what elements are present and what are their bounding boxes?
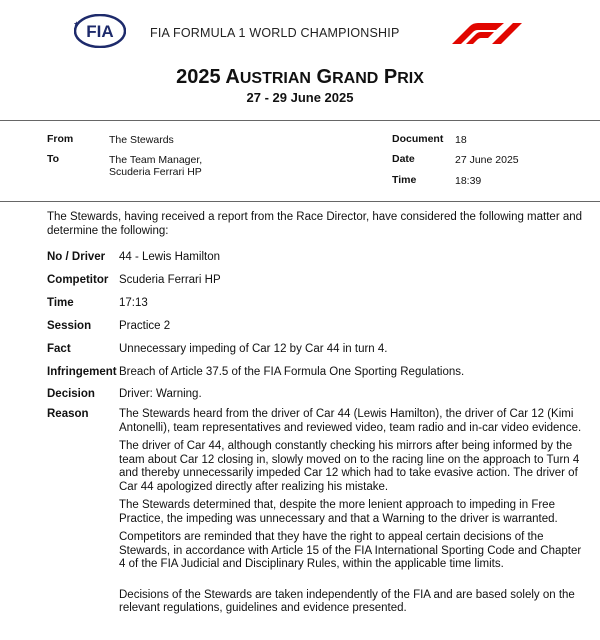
reason-paragraph-3: The Stewards determined that, despite the more lenient approach to impeding in Free Practice, the impeding was unnecessary and that a Warning to the driver is warranted. — [119, 499, 558, 525]
decision-value: Driver: Warning. — [119, 388, 202, 400]
fia-logo — [74, 14, 126, 48]
time-label: Time — [47, 297, 74, 309]
event-dates: 27 - 29 June 2025 — [246, 90, 354, 105]
infringement-value: Breach of Article 37.5 of the FIA Formula One Sporting Regulations. — [119, 366, 465, 378]
fact-label: Fact — [47, 343, 71, 355]
f1-logo — [448, 22, 523, 44]
competitor-label: Competitor — [47, 274, 109, 286]
driver-label: No / Driver — [47, 251, 106, 263]
time-label: Time — [392, 174, 417, 186]
competitor-value: Scuderia Ferrari HP — [119, 274, 221, 286]
to-value-line1: The Team Manager, — [109, 154, 203, 166]
to-label: To — [47, 153, 60, 165]
reason-paragraph-1: The Stewards heard from the driver of Car 44 (Lewis Hamilton), the driver of Car 12 (Kimi Antonelli), team representatives and reviewed video, team radio and in-car video evidence. — [119, 408, 582, 434]
document-meta — [0, 120, 600, 202]
date-value: 27 June 2025 — [455, 154, 519, 166]
document-value: 18 — [455, 134, 467, 146]
reason-body — [119, 408, 587, 621]
session-value: Practice 2 — [119, 320, 171, 332]
document-header — [0, 0, 600, 60]
from-label: From — [47, 133, 74, 145]
championship-name: FIA FORMULA 1 WORLD CHAMPIONSHIP — [150, 26, 400, 40]
reason-paragraph-5: Decisions of the Stewards are taken independently of the FIA and are based solely on the relevant regulations, guidelines and evidence presented. — [119, 588, 575, 614]
document-label: Document — [392, 133, 444, 145]
decision-label: Decision — [47, 388, 95, 400]
time-value: 18:39 — [455, 175, 482, 187]
reason-paragraph-4: Competitors are reminded that they have the right to appeal certain decisions of the Stewards, in accordance with Article 15 of the FIA International Sporting Code and Chapter 4 of the FIA Judicial and Disciplinary Rules, within the applicable time limits. — [119, 531, 582, 570]
reason-paragraph-2: The driver of Car 44, although constantly checking his mirrors after being informed by the team about Car 12 closing in, slowly moved on to the racing line on the approach to Turn 4 and thereby unnecessarily impeded Car 12 which had to take evasive action. The driver of Car 44 apologized directly after realizing his mistake. — [119, 440, 580, 493]
from-value: The Stewards — [109, 134, 174, 146]
intro-paragraph: The Stewards, having received a report from the Race Director, have considered the following matter and determine the following: — [47, 211, 583, 237]
session-label: Session — [47, 320, 92, 332]
infringement-label: Infringement — [47, 366, 117, 378]
driver-value: 44 - Lewis Hamilton — [119, 251, 220, 263]
reason-label: Reason — [47, 408, 89, 420]
time-value: 17:13 — [119, 297, 148, 309]
event-title: 2025 AUSTRIAN GRAND PRIX — [176, 66, 424, 88]
fact-value: Unnecessary impeding of Car 12 by Car 44 in turn 4. — [119, 343, 388, 355]
to-value-line2: Scuderia Ferrari HP — [109, 166, 202, 178]
fia-logo-text: FIA — [86, 22, 114, 41]
date-label: Date — [392, 153, 415, 165]
